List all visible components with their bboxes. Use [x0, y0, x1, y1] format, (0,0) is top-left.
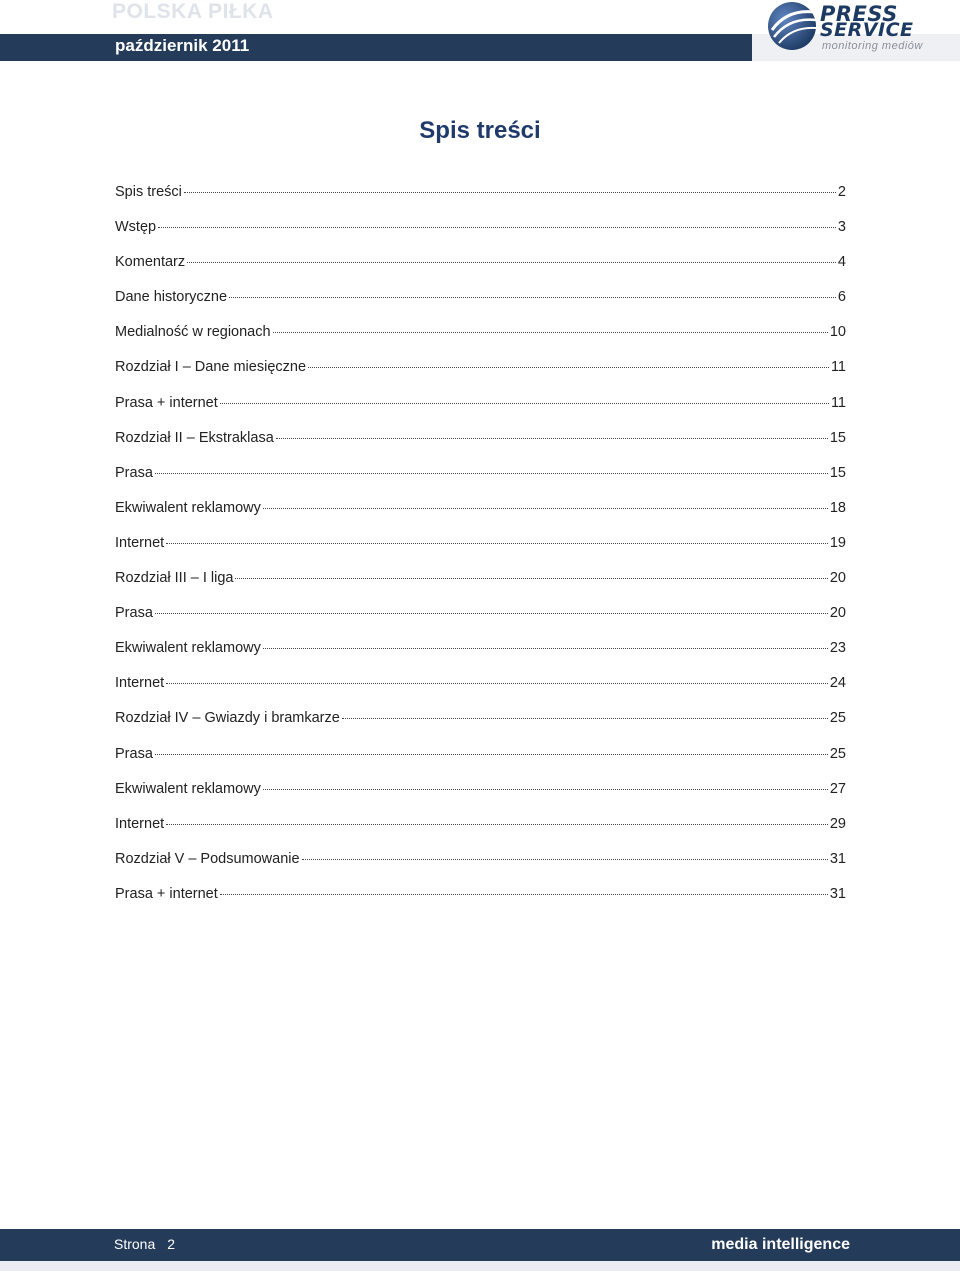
toc-entry[interactable]: [115, 219, 846, 254]
toc-entry-page: 10: [829, 324, 846, 341]
toc-entry-page: 6: [837, 289, 846, 306]
toc-dot-leader: [220, 403, 829, 404]
toc-entry-page: 24: [829, 675, 846, 692]
toc-entry-label: Dane historyczne: [115, 289, 228, 306]
toc-dot-leader: [235, 578, 827, 579]
toc-dot-leader: [276, 438, 828, 439]
footer-page-label: Strona: [114, 1236, 156, 1252]
footer-band-light: [0, 1261, 960, 1271]
toc-dot-leader: [273, 332, 828, 333]
toc-dot-leader: [158, 227, 836, 228]
toc-entry-label: Prasa: [115, 745, 153, 762]
toc-dot-leader: [308, 367, 829, 368]
toc-entry[interactable]: [115, 254, 846, 289]
toc-entry[interactable]: [115, 289, 846, 324]
toc-entry-page: 4: [837, 254, 846, 271]
toc-dot-leader: [342, 718, 828, 719]
toc-entry[interactable]: [115, 430, 846, 465]
toc-dot-leader: [155, 613, 828, 614]
toc-entry-page: 31: [829, 885, 846, 902]
toc-entry[interactable]: [115, 640, 846, 675]
toc-entry-label: Ekwiwalent reklamowy: [115, 499, 261, 516]
globe-swoosh-icon: [766, 0, 818, 52]
toc-entry-label: Internet: [115, 534, 165, 551]
footer-page-number: [114, 1236, 175, 1252]
toc-title: Spis treści: [419, 117, 541, 144]
toc-dot-leader: [263, 648, 828, 649]
press-service-logo: [766, 0, 956, 52]
toc-entry[interactable]: [115, 570, 846, 605]
toc-entry-label: Rozdział V – Podsumowanie: [115, 850, 300, 867]
toc-entry[interactable]: [115, 781, 846, 816]
toc-dot-leader: [220, 894, 828, 895]
toc-entry-label: Internet: [115, 675, 165, 692]
toc-entry-page: 20: [829, 570, 846, 587]
toc-entry-label: Wstęp: [115, 219, 157, 236]
toc-entry-page: 25: [829, 710, 846, 727]
header-title: POLSKA PIŁKA: [112, 0, 274, 23]
toc-entry-label: Ekwiwalent reklamowy: [115, 780, 261, 797]
toc-entry-label: Medialność w regionach: [115, 324, 271, 341]
toc-entry-page: 18: [829, 499, 846, 516]
toc-entry-page: 25: [829, 745, 846, 762]
toc-entry-page: 27: [829, 780, 846, 797]
toc-dot-leader: [155, 473, 828, 474]
toc-entry-label: Prasa + internet: [115, 885, 218, 902]
toc-entry[interactable]: [115, 535, 846, 570]
toc-entry-label: Rozdział I – Dane miesięczne: [115, 359, 307, 376]
toc-entry-label: Rozdział IV – Gwiazdy i bramkarze: [115, 710, 340, 727]
toc-entry[interactable]: [115, 184, 846, 219]
toc-entry-label: Komentarz: [115, 254, 186, 271]
header-band: [0, 34, 752, 61]
toc-entry-page: 11: [830, 394, 846, 411]
toc-dot-leader: [229, 297, 836, 298]
toc-dot-leader: [302, 859, 828, 860]
toc-entry-page: 29: [829, 815, 846, 832]
toc-list: [115, 184, 846, 921]
toc-entry[interactable]: [115, 324, 846, 359]
logo-word-service: SERVICE: [820, 19, 914, 41]
footer-brand: media intelligence: [711, 1236, 850, 1253]
toc-dot-leader: [263, 508, 828, 509]
toc-dot-leader: [263, 789, 828, 790]
toc-entry-page: 19: [829, 534, 846, 551]
toc-entry[interactable]: [115, 746, 846, 781]
header-date: październik 2011: [115, 36, 250, 55]
toc-entry-label: Rozdział II – Ekstraklasa: [115, 429, 274, 446]
toc-entry-label: Ekwiwalent reklamowy: [115, 640, 261, 657]
toc-entry-label: Prasa + internet: [115, 394, 218, 411]
toc-entry-label: Internet: [115, 815, 165, 832]
logo-tagline: monitoring mediów: [822, 40, 923, 52]
toc-entry-page: 15: [829, 464, 846, 481]
toc-entry-page: 2: [837, 184, 846, 200]
toc-dot-leader: [187, 262, 836, 263]
toc-entry-page: 20: [829, 605, 846, 622]
toc-entry[interactable]: [115, 816, 846, 851]
logo-word-press: PRESS: [820, 2, 898, 26]
toc-dot-leader: [166, 543, 828, 544]
toc-entry[interactable]: [115, 465, 846, 500]
toc-entry[interactable]: [115, 710, 846, 745]
toc-dot-leader: [166, 683, 828, 684]
toc-entry[interactable]: [115, 675, 846, 710]
toc-dot-leader: [166, 824, 828, 825]
toc-entry[interactable]: [115, 500, 846, 535]
toc-entry-page: 15: [829, 429, 846, 446]
toc-entry-label: Prasa: [115, 605, 153, 622]
toc-entry-page: 11: [830, 359, 846, 376]
footer-page-value: 2: [167, 1236, 176, 1252]
toc-entry[interactable]: [115, 395, 846, 430]
toc-dot-leader: [155, 754, 828, 755]
toc-entry[interactable]: [115, 886, 846, 921]
toc-entry-label: Rozdział III – I liga: [115, 570, 234, 587]
toc-dot-leader: [184, 192, 836, 193]
toc-entry[interactable]: [115, 605, 846, 640]
toc-entry-page: 31: [829, 850, 846, 867]
toc-entry[interactable]: [115, 359, 846, 394]
toc-entry-label: Spis treści: [115, 184, 182, 200]
toc-entry[interactable]: [115, 851, 846, 886]
toc-entry-label: Prasa: [115, 464, 153, 481]
toc-entry-page: 23: [829, 640, 846, 657]
toc-entry-page: 3: [837, 219, 846, 236]
